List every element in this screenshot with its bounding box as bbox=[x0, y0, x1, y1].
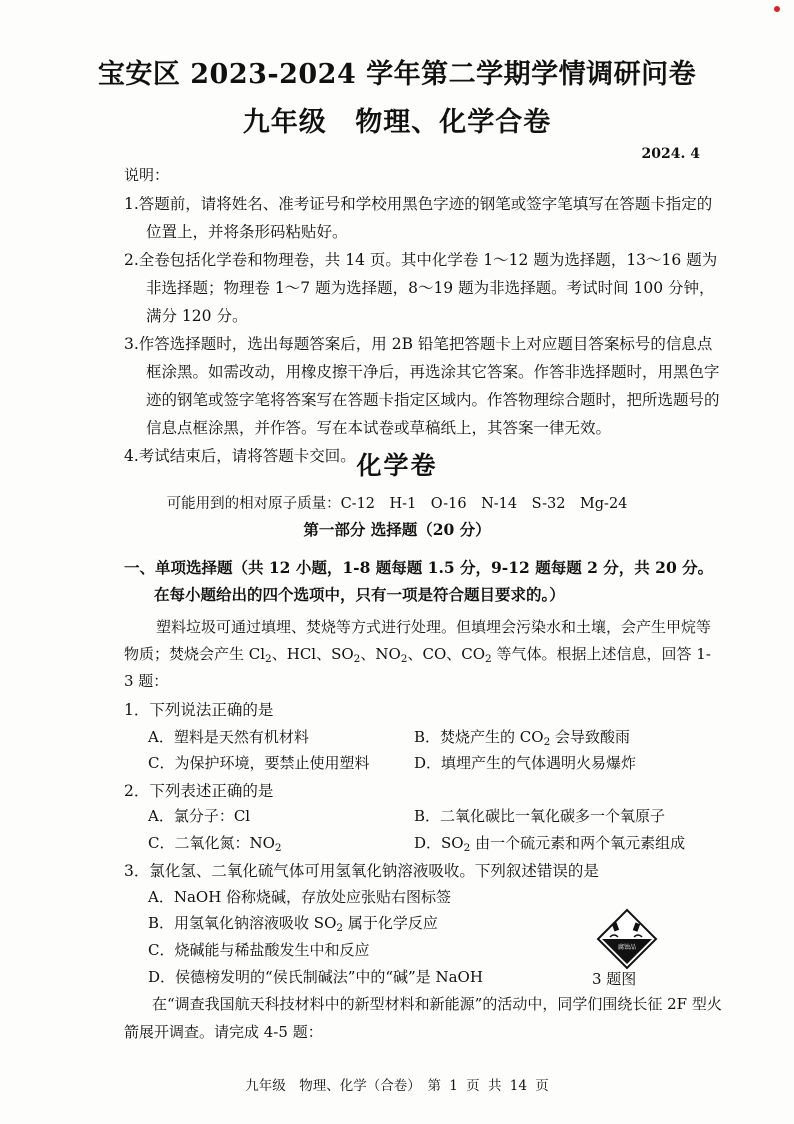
page-title: 宝安区 2023-2024 学年第二学期学情调研问卷 bbox=[97, 59, 697, 90]
chemistry-section-title: 化学卷 bbox=[356, 451, 438, 480]
note-item: 2.全卷包括化学卷和物理卷，共 14 页。其中化学卷 1～12 题为选择题，13～16 题为非选择题；物理卷 1～7 题为选择题，8～19 题为非选择题。考试时间 100 分钟，满分 120 分。 bbox=[124, 251, 718, 325]
q2-option-c: C．二氧化氮：$NO_2$ bbox=[148, 834, 282, 854]
page-subtitle: 九年级 物理、化学合卷 bbox=[242, 107, 552, 138]
exam-date: 2024. 4 bbox=[641, 146, 700, 162]
reading-passage-2: 在“调查我国航天科技材料中的新型材料和新能源”的活动中，同学们围绕长征 2F 型火箭展开调查。请完成 4-5 题： bbox=[124, 995, 722, 1041]
q3-option-a: A．NaOH 俗称烧碱，存放处应张贴右图标签 bbox=[148, 888, 452, 906]
page-footer: 九年级 物理、化学（合卷） 第 1 页 共 14 页 bbox=[245, 1078, 549, 1094]
q3-option-d: D．侯德榜发明的“侯氏制碱法”中的“碱”是 NaOH bbox=[148, 968, 483, 986]
q3-option-b: B．用氢氧化钠溶液吸收 $SO_2$ 属于化学反应 bbox=[148, 914, 438, 934]
q1-option-a: A．塑料是天然有机材料 bbox=[148, 728, 309, 746]
corner-mark bbox=[774, 6, 780, 12]
figure-caption: 3 题图 bbox=[592, 970, 637, 988]
q1-option-b: B．焚烧产生的 $CO_2$ 会导致酸雨 bbox=[414, 728, 631, 748]
section-instructions: 一、单项选择题（共 12 小题，1-8 题每题 1.5 分，9-12 题每题 2 分，共 20 分。在每小题给出的四个选项中，只有一项是符合题目要求的。） bbox=[124, 558, 714, 604]
notes-heading: 说明： bbox=[124, 166, 170, 184]
atomic-masses: 可能用到的相对原子质量：C-12 H-1 O-16 N-14 S-32 Mg-24 bbox=[166, 496, 628, 512]
part-heading: 第一部分 选择题（20 分） bbox=[303, 520, 491, 539]
notes-list bbox=[124, 190, 724, 470]
note-item: 1.答题前，请将姓名、准考证号和学校用黑色字迹的钢笔或签字笔填写在答题卡指定的位置上，并将条形码粘贴好。 bbox=[124, 195, 713, 241]
q1-option-c: C．为保护环境，要禁止使用塑料 bbox=[148, 754, 370, 772]
q1-option-d: D．填埋产生的气体遇明火易爆炸 bbox=[414, 754, 637, 772]
q2-option-b: B．二氧化碳比一氧化碳多一个氧原子 bbox=[414, 807, 666, 825]
question-2-stem: 2．下列表述正确的是 bbox=[124, 782, 274, 800]
question-3-stem: 3．氯化氢、二氧化硫气体可用氢氧化钠溶液吸收。下列叙述错误的是 bbox=[124, 862, 599, 880]
note-item: 4.考试结束后，请将答题卡交回。 bbox=[124, 447, 356, 465]
corrosive-warning-icon bbox=[596, 908, 658, 970]
reading-passage: 塑料垃圾可通过填埋、焚烧等方式进行处理。但填埋会污染水和土壤，会产生甲烷等物质；焚烧会产生 $Cl_2$、HCl、$SO_2$、$NO_2$、CO、$CO_2$ 等气体。根据上述信息，回答 1-3 题： bbox=[124, 618, 712, 690]
note-item: 3.作答选择题时，选出每题答案后，用 2B 铅笔把答题卡上对应题目答案标号的信息点框涂黑。如需改动，用橡皮擦干净后，再选涂其它答案。作答非选择题时，用黑色字迹的钢笔或签字笔将答案写在答题卡指定区域内。作答物理综合题时，把所选题号的信息点框涂黑，并作答。写在本试卷或草稿纸上，其答案一律无效。 bbox=[124, 335, 720, 437]
warning-sign-text: 腐蚀品 bbox=[617, 944, 637, 951]
question-1-stem: 1．下列说法正确的是 bbox=[124, 701, 274, 719]
q3-option-c: C．烧碱能与稀盐酸发生中和反应 bbox=[148, 941, 370, 959]
q2-option-d: D．$SO_2$ 由一个硫元素和两个氧元素组成 bbox=[414, 834, 686, 854]
q2-option-a: A．氯分子：Cl bbox=[148, 807, 251, 825]
